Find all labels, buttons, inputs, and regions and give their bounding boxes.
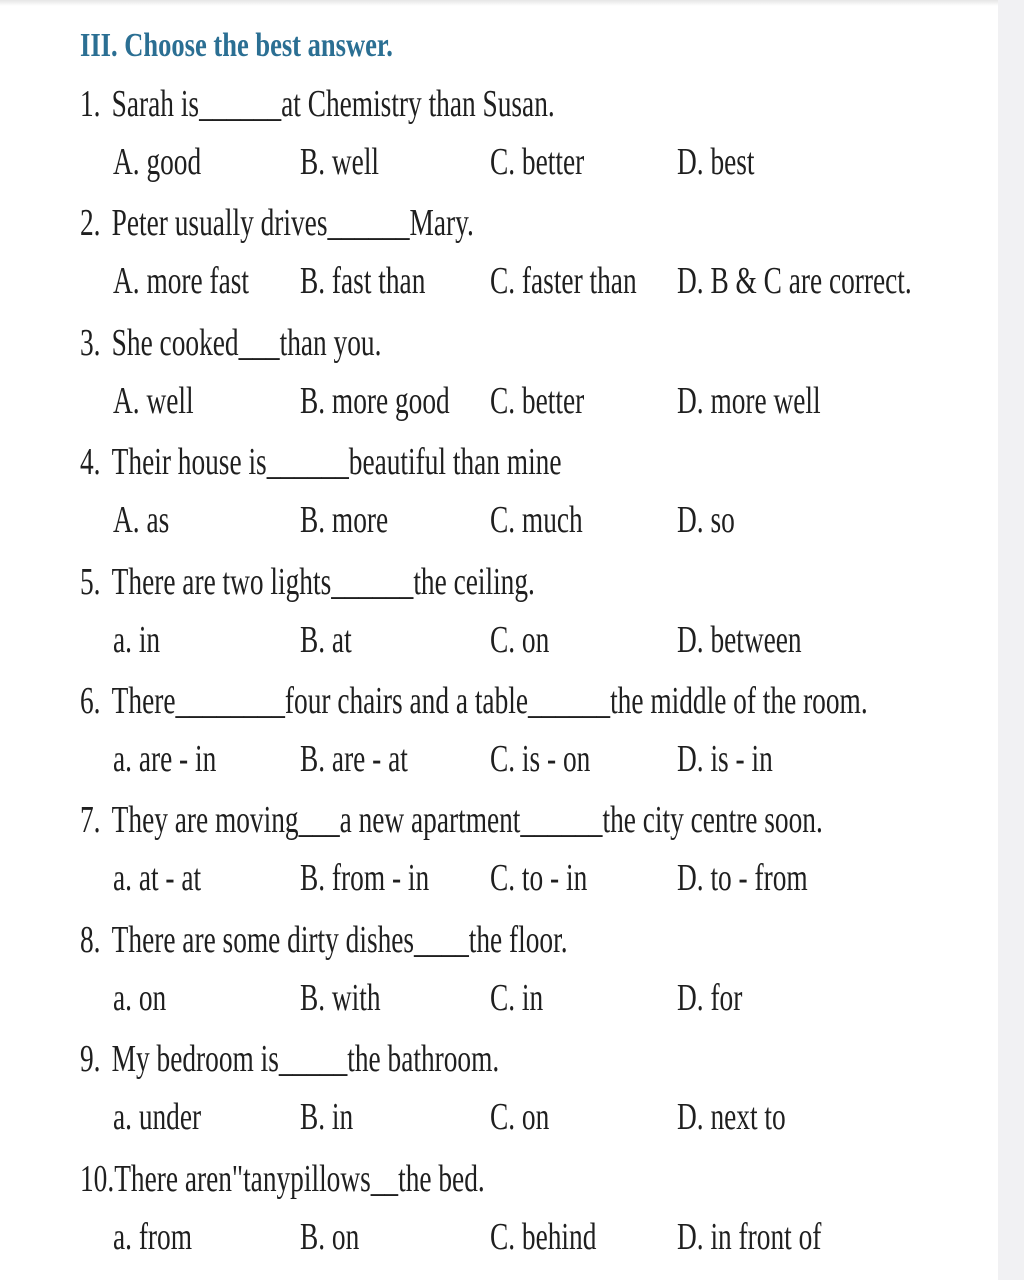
option-b[interactable]: B. more [300,499,389,542]
option-c[interactable]: C. on [490,618,550,661]
answer-options [80,615,980,665]
option-b[interactable]: B. from - in [300,857,430,900]
question-2 [80,194,980,313]
question-text: There are some dirty dishes____the floor. [111,918,568,961]
option-b[interactable]: B. fast than [300,260,426,303]
option-a[interactable]: A. more fast [113,260,250,303]
option-d[interactable]: D. for [677,976,743,1019]
question-text: There________four chairs and a table______the middle of the room. [111,679,868,722]
question-stem [80,78,555,130]
option-d[interactable]: D. between [677,618,802,661]
question-stem [80,794,823,846]
answer-options [80,973,980,1023]
question-number: 10. [80,1157,115,1200]
question-1 [80,75,980,194]
question-text: She cooked___than you. [111,321,382,364]
question-stem [80,436,562,488]
option-c[interactable]: C. better [490,141,585,183]
question-stem [80,197,474,249]
option-c[interactable]: C. better [490,379,585,422]
option-a[interactable]: A. as [113,499,170,542]
option-a[interactable]: a. are - in [113,737,217,780]
answer-options [80,137,980,187]
answer-options [80,376,980,426]
question-text: My bedroom is_____the bathroom. [111,1038,500,1081]
answer-options [80,853,980,903]
answer-options [80,256,980,306]
answer-options [80,1092,980,1142]
option-b[interactable]: B. in [300,1096,354,1139]
option-b[interactable]: B. on [300,1215,360,1258]
question-7 [80,791,980,910]
question-9 [80,1030,980,1149]
question-number: 3. [80,321,101,364]
question-10 [80,1150,980,1269]
option-d[interactable]: D. so [677,499,735,542]
question-number: 8. [80,918,101,961]
option-a[interactable]: A. good [113,141,202,183]
question-5 [80,553,980,672]
top-crop-edge [0,0,998,6]
question-number: 7. [80,799,101,842]
option-d[interactable]: D. B & C are correct. [677,260,912,303]
option-d[interactable]: D. best [677,141,755,183]
question-stem [80,317,381,369]
question-list [80,75,980,1269]
question-stem [80,914,568,966]
question-text: There are two lights______the ceiling. [111,560,535,603]
question-number: 5. [80,560,101,603]
option-d[interactable]: D. next to [677,1096,786,1139]
option-b[interactable]: B. are - at [300,737,408,780]
option-a[interactable]: A. well [113,379,194,422]
option-b[interactable]: B. with [300,976,381,1019]
option-b[interactable]: B. at [300,618,352,661]
question-stem [80,1033,499,1085]
option-c[interactable]: C. on [490,1096,550,1139]
option-a[interactable]: a. at - at [113,857,202,900]
option-d[interactable]: D. is - in [677,737,773,780]
option-a[interactable]: a. from [113,1215,193,1258]
question-stem [80,556,535,608]
question-number: 6. [80,679,101,722]
question-text: There aren"tanypillows__the bed. [114,1157,485,1200]
section-heading: III. Choose the best answer. [80,27,393,64]
option-a[interactable]: a. under [113,1096,202,1139]
option-a[interactable]: a. on [113,976,167,1019]
question-3 [80,314,980,433]
question-number: 2. [80,202,101,245]
question-number: 1. [80,83,101,125]
question-text: They are moving___a new apartment______the city centre soon. [111,799,823,842]
question-stem [80,1153,485,1205]
option-c[interactable]: C. much [490,499,583,542]
question-text: Peter usually drives______Mary. [111,202,474,245]
answer-options [80,734,980,784]
question-text: Sarah is______at Chemistry than Susan. [111,83,555,125]
option-b[interactable]: B. more good [300,379,450,422]
right-margin-strip [998,0,1024,1280]
question-number: 4. [80,441,101,484]
option-b[interactable]: B. well [300,141,380,183]
answer-options [80,1212,980,1262]
option-c[interactable]: C. in [490,976,544,1019]
question-6 [80,672,980,791]
option-c[interactable]: C. is - on [490,737,591,780]
question-text: Their house is______beautiful than mine [111,441,562,484]
option-d[interactable]: D. more well [677,379,821,422]
option-d[interactable]: D. in front of [677,1215,822,1258]
answer-options [80,495,980,545]
option-c[interactable]: C. to - in [490,857,588,900]
question-4 [80,433,980,552]
option-d[interactable]: D. to - from [677,857,808,900]
option-c[interactable]: C. behind [490,1215,597,1258]
question-number: 9. [80,1038,101,1081]
option-a[interactable]: a. in [113,618,161,661]
question-8 [80,911,980,1030]
question-stem [80,675,868,727]
option-c[interactable]: C. faster than [490,260,637,303]
